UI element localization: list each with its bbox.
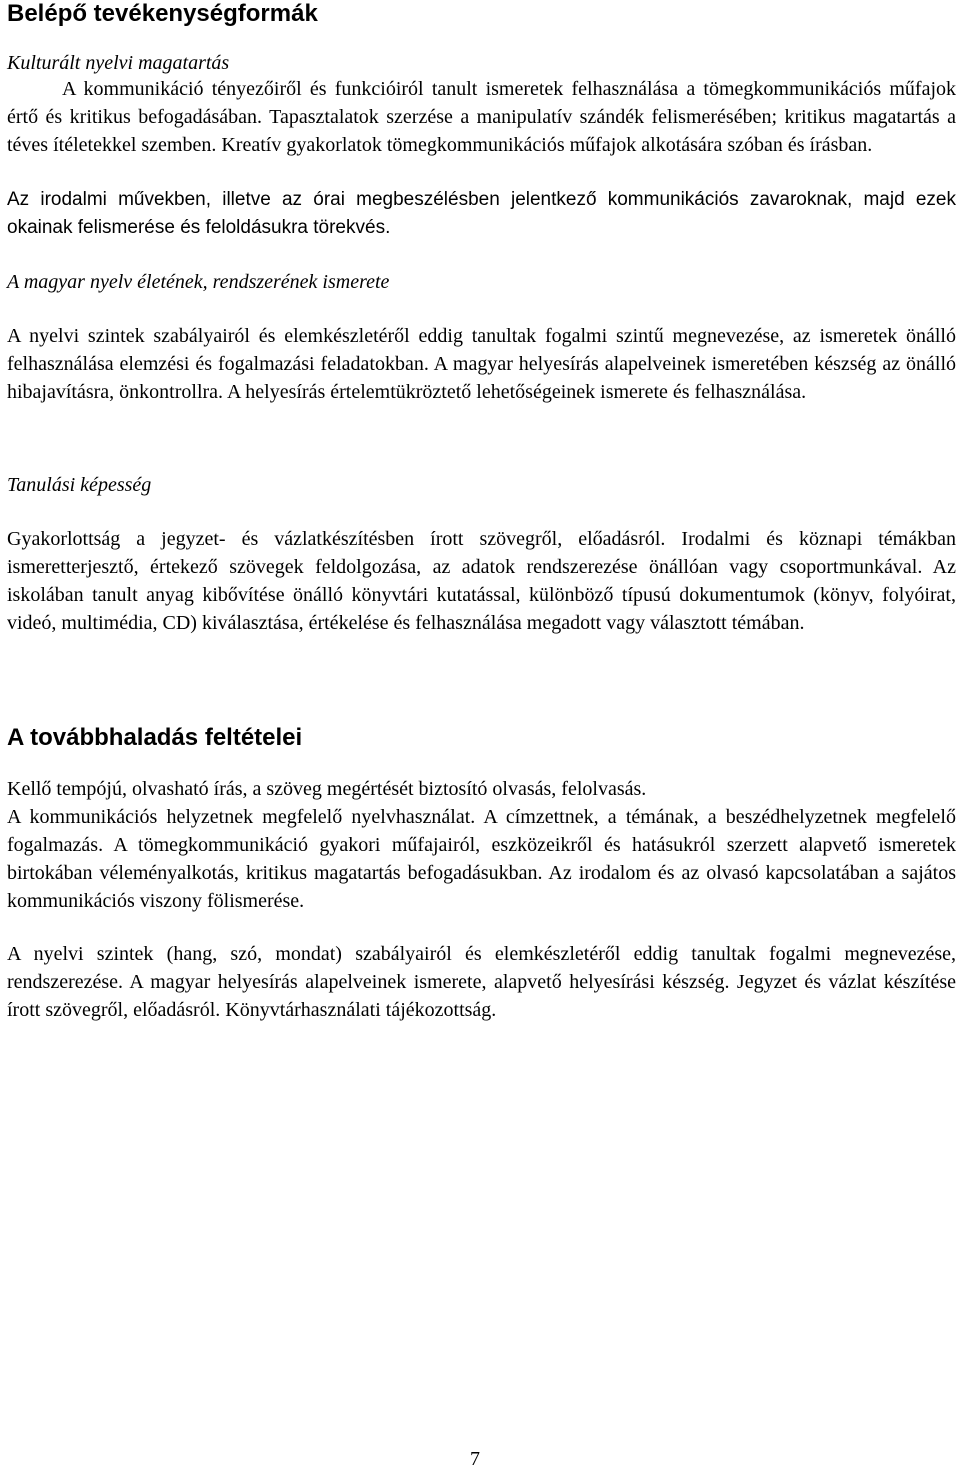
subtitle-kulturalt: Kulturált nyelvi magatartás xyxy=(7,52,230,74)
paragraph-tovabbhaladas-2: A kommunikációs helyzetnek megfelelő nyelvhasználat. A címzettnek, a témának, a beszédhelyzetnek megfelelő fogalmazás. A tömegkommunikáció gyakori műfajairól, eszközeikről és hatásukról szerzett alapvető ismeretek birtokában véleményalkotás, kritikus magatartás befogadásukban. Az irodalom és az olvasó kapcsolatában a sajátos kommunikációs viszony fölismerése. xyxy=(7,806,956,912)
page-number: 7 xyxy=(470,1448,480,1470)
subtitle-magyar-nyelv: A magyar nyelv életének, rendszerének ismerete xyxy=(7,271,390,293)
section-title-belepo: Belépő tevékenységformák xyxy=(7,0,318,27)
paragraph-tovabbhaladas-3: A nyelvi szintek (hang, szó, mondat) szabályairól és elemkészletéről eddig tanultak fogalmi megnevezése, rendszerezése. A magyar helyesírás alapelveinek ismerete, alapvető helyesírási készség. Jegyzet és vázlat készítése írott szövegről, előadásról. Könyvtárhasználati tájékozottság. xyxy=(7,943,956,1021)
paragraph-kulturalt-2: Az irodalmi művekben, illetve az órai megbeszélésben jelentkező kommunikációs zavaroknak, majd ezek okainak felismerése és feloldásukra törekvés. xyxy=(7,189,956,238)
subtitle-tanulasi: Tanulási képesség xyxy=(7,474,152,496)
paragraph-tanulasi: Gyakorlottság a jegyzet- és vázlatkészítésben írott szövegről, előadásról. Irodalmi és köznapi témákban ismeretterjesztő, értekező szövegek feldolgozása, az adatok rendszerezése önállóan vagy csoportmunkával. Az iskolában tanult anyag kibővítése önálló könyvtári kutatással, különböző típusú dokumentumok (könyv, folyóirat, videó, multimédia, CD) kiválasztása, értékelése és felhasználása megadott vagy választott témában. xyxy=(7,528,956,634)
section-title-tovabbhaladas: A továbbhaladás feltételei xyxy=(7,724,303,751)
paragraph-tovabbhaladas-1: Kellő tempójú, olvasható írás, a szöveg megértését biztosító olvasás, felolvasás. xyxy=(7,778,647,800)
paragraph-magyar-nyelv: A nyelvi szintek szabályairól és elemkészletéről eddig tanultak fogalmi szintű megnevezése, az ismeretek önálló felhasználása elemzési és fogalmazási feladatokban. A magyar helyesírás alapelveinek ismeretében készség az önálló hibajavításra, önkontrollra. A helyesírás értelemtükröztető lehetőségeinek ismerete és felhasználása. xyxy=(7,325,956,403)
paragraph-kulturalt-1: A kommunikáció tényezőiről és funkcióiról tanult ismeretek felhasználása a tömegkommunikációs műfajok értő és kritikus befogadásában. Tapasztalatok szerzése a manipulatív szándék felismerésében; kritikus magatartás a téves ítéletekkel szemben. Kreatív gyakorlatok tömegkommunikációs műfajok alkotására szóban és írásban. xyxy=(7,78,956,156)
